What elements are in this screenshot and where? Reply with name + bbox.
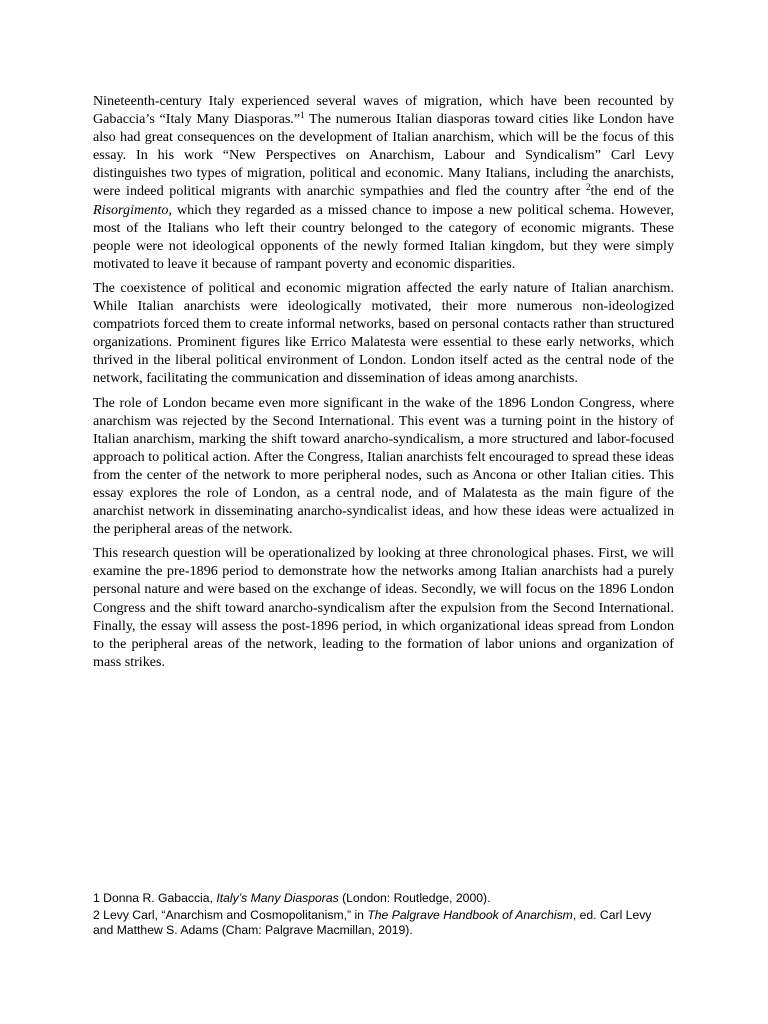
footnote-2-title: The Palgrave Handbook of Anarchism (367, 907, 573, 922)
footnotes (93, 891, 674, 940)
paragraph-1-text-b: The numerous Italian diasporas toward cities like London have also had great consequences on the development of Italian anarchism, which will be the focus of this essay. In his work “New Perspectives on Anarchism, Labour and Syndicalism” Carl Levy distinguishes two types of migration, political and economic. Many Italians, including the anarchists, were indeed political migrants with anarchic sympathies and fled the country after (93, 111, 675, 200)
footnote-2-text-a: 2 Levy Carl, “Anarchism and Cosmopolitanism,” in (93, 907, 368, 922)
paragraph-1-text-d: , which they regarded as a missed chance to impose a new political schema. However, most of the Italians who left their country belonged to the category of economic migrants. These people were not ideological opponents of the newly formed Italian kingdom, but they were simply motivated to leave it because of rampant poverty and economic disparities. (93, 201, 674, 272)
paragraph-1 (93, 92, 674, 273)
footnote-1-title: Italy’s Many Diasporas (216, 891, 339, 905)
footnote-2 (93, 908, 674, 939)
paragraph-2: The coexistence of political and economic migration affected the early nature of Italian anarchism. While Italian anarchists were ideologically motivated, their more numerous non-ideologized compatriots forced them to create informal networks, based on personal contacts rather than structured organizations. Prominent figures like Errico Malatesta were essential to these early networks, which thrived in the liberal political environment of London. London itself acted as the central node of the network, facilitating the communication and dissemination of ideas among anarchists. (93, 279, 674, 387)
paragraph-3: The role of London became even more significant in the wake of the 1896 London Congress, where anarchism was rejected by the Second International. This event was a turning point in the history of Italian anarchism, marking the shift toward anarcho-syndicalism, a more structured and labor-focused approach to political action. After the Congress, Italian anarchists felt encouraged to spread these ideas from the center of the network to more peripheral nodes, such as Ancona or other Italian cities. This essay explores the role of London, as a central node, and of Malatesta as the main figure of the anarchist network in disseminating anarcho-syndicalist ideas, and how these ideas were actualized in the peripheral areas of the network. (93, 394, 674, 538)
footnote-1-text-a: 1 Donna R. Gabaccia, (93, 891, 217, 905)
paragraph-4: This research question will be operationalized by looking at three chronological phases. First, we will examine the pre-1896 period to demonstrate how the networks among Italian anarchists had a purely personal nature and were based on the exchange of ideas. Secondly, we will focus on the 1896 London Congress and the shift toward anarcho-syndicalism after the expulsion from the Second International. Finally, the essay will assess the post-1896 period, in which organizational ideas spread from London to the peripheral areas of the network, leading to the formation of labor unions and organization of mass strikes. (93, 545, 674, 670)
footnote-ref-1[interactable]: 1 (300, 110, 305, 121)
paragraph-1-text-c: the end of the (590, 183, 674, 200)
paragraph-1-text-a: Nineteenth-century Italy experienced several waves of migration, which have been recounted by Gabaccia’s “Italy Many Diasporas.” (93, 93, 674, 128)
footnote-1-text-b: (London: Routledge, 2000). (338, 891, 491, 905)
footnote-2-text-b: , ed. Carl Levy and Matthew S. Adams (Cham: Palgrave Macmillan, 2019). (93, 907, 652, 937)
footnote-1 (93, 891, 674, 907)
footnote-ref-2[interactable]: 2 (585, 182, 591, 193)
essay-body (93, 92, 674, 677)
risorgimento-term: Risorgimento (93, 201, 169, 218)
